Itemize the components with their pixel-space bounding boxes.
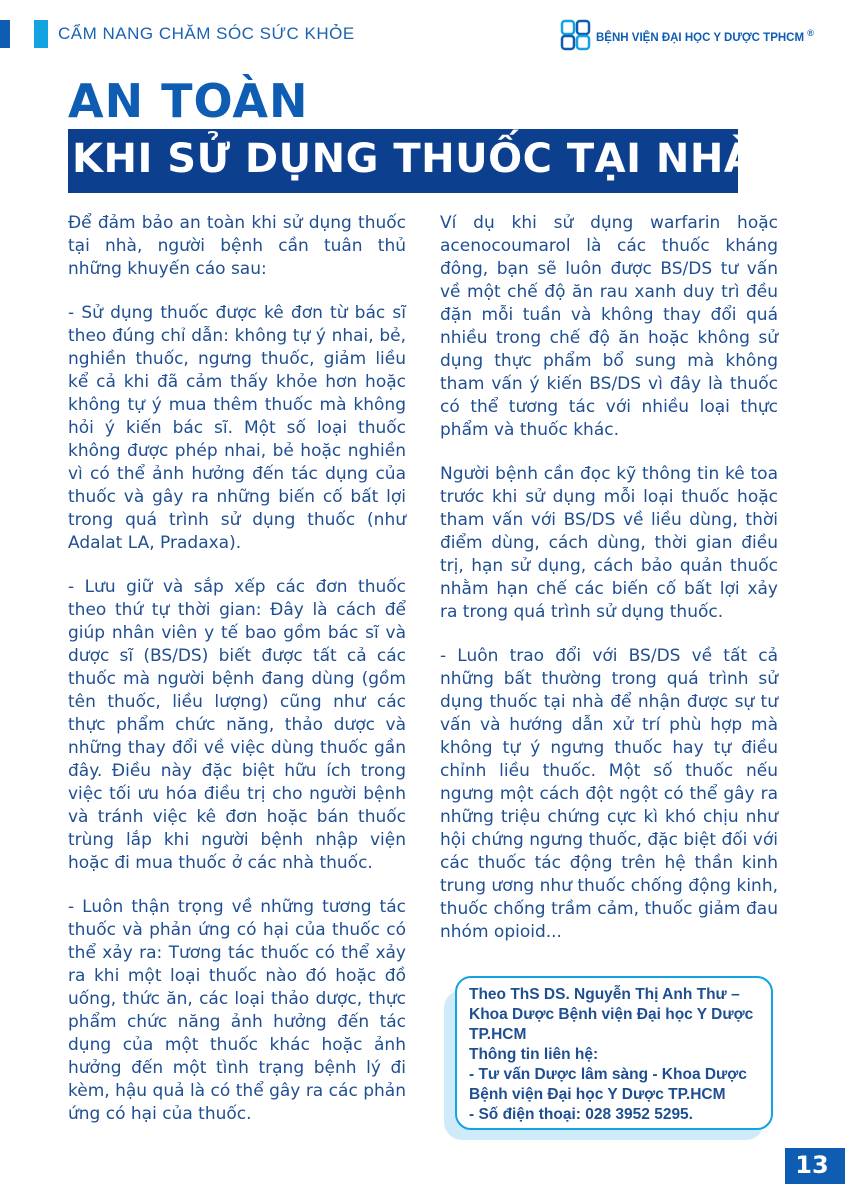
credit-line: Bệnh viện Đại học Y Dược TP.HCM bbox=[469, 1086, 726, 1103]
paragraph: - Luôn trao đổi với BS/DS về tất cả những bất thường trong quá trình sử dụng thuốc tại nhà để nhận được sự tư vấn và hướng dẫn xử trí phù hợp mà không tự ý ngưng thuốc hay tự điều chỉnh liều thuốc. Một số thuốc nếu ngưng một cách đột ngột có thể gây ra những triệu chứng cực kì khó chịu như hội chứng ngưng thuốc, đặc biệt đối với các thuốc tác động trên hệ thần kinh trung ương như thuốc chống động kinh, thuốc chống trầm cảm, thuốc giảm đau nhóm opioid... bbox=[440, 646, 778, 942]
paragraph: Để đảm bảo an toàn khi sử dụng thuốc tại nhà, người bệnh cần tuân thủ những khuyến cáo sau: bbox=[68, 213, 406, 279]
credit-line: - Tư vấn Dược lâm sàng - Khoa Dược bbox=[469, 1066, 747, 1083]
page-title-line2: KHI SỬ DỤNG THUỐC TẠI NHÀ bbox=[72, 136, 756, 182]
section-title: CẨM NANG CHĂM SÓC SỨC KHỎE bbox=[58, 24, 355, 43]
author-credit-box bbox=[455, 976, 773, 1130]
hospital-logo-icon bbox=[560, 19, 592, 51]
paragraph: Người bệnh cần đọc kỹ thông tin kê toa trước khi sử dụng mỗi loại thuốc hoặc tham vấn với BS/DS về liều dùng, thời điểm dùng, cách dùng, thời gian điều trị, hạn sử dụng, cách bảo quản thuốc nhằm hạn chế các biến cố bất lợi xảy ra trong quá trình sử dụng thuốc. bbox=[440, 464, 778, 622]
paragraph: - Sử dụng thuốc được kê đơn từ bác sĩ theo đúng chỉ dẫn: không tự ý nhai, bẻ, nghiền thuốc, ngưng thuốc, giảm liều kể cả khi đã cảm thấy khỏe hơn hoặc không tự ý mua thêm thuốc mà không hỏi ý kiến bác sĩ. Một số loại thuốc không được phép nhai, bẻ hoặc nghiền vì có thể ảnh hưởng đến tác dụng của thuốc và gây ra những biến cố bất lợi trong quá trình sử dụng thuốc (như Adalat LA, Pradaxa). bbox=[68, 303, 406, 553]
header-accent-block bbox=[34, 20, 48, 48]
hospital-name: BỆNH VIỆN ĐẠI HỌC Y DƯỢC TPHCM ® bbox=[596, 28, 814, 44]
credit-line: Khoa Dược Bệnh viện Đại học Y Dược bbox=[469, 1006, 754, 1023]
credit-line: Thông tin liên hệ: bbox=[469, 1046, 599, 1063]
paragraph: - Luôn thận trọng về những tương tác thuốc và phản ứng có hại của thuốc có thể xảy ra: Tương tác thuốc có thể xảy ra khi một loại thuốc nào đó hoặc đồ uống, thức ăn, các loại thảo dược, thực phẩm chức năng ảnh hưởng đến tác dụng của một thuốc khác hoặc ảnh hưởng đến một tình trạng bệnh lý đi kèm, hậu quả là có thể gây ra các phản ứng có hại của thuốc. bbox=[68, 897, 406, 1124]
paragraph: Ví dụ khi sử dụng warfarin hoặc acenocoumarol là các thuốc kháng đông, bạn sẽ luôn được BS/DS tư vấn về một chế độ ăn rau xanh duy trì đều đặn mỗi tuần và không thay đổi quá nhiều trong chế độ ăn hoặc không sử dụng thực phẩm bổ sung mà không tham vấn ý kiến BS/DS vì đây là thuốc có thể tương tác với nhiều loại thực phẩm và thuốc khác. bbox=[440, 213, 778, 440]
left-column bbox=[68, 212, 406, 1147]
page-title-line1: AN TOÀN bbox=[68, 74, 309, 128]
credit-phone: - Số điện thoại: 028 3952 5295. bbox=[469, 1106, 693, 1123]
paragraph: - Lưu giữ và sắp xếp các đơn thuốc theo thứ tự thời gian: Đây là cách để giúp nhân viên y tế bao gồm bác sĩ và dược sĩ (BS/DS) biết được tất cả các thuốc mà người bệnh đang dùng (gồm tên thuốc, liều lượng) cũng như các thực phẩm chức năng, thảo dược và những thay đổi về việc dùng thuốc gần đây. Điều này đặc biệt hữu ích trong việc tối ưu hóa điều trị cho người bệnh và tránh việc kê đơn hoặc bán thuốc trùng lắp khi người bệnh nhập viện hoặc đi mua thuốc ở các nhà thuốc. bbox=[68, 577, 406, 873]
header-accent-bar bbox=[0, 20, 10, 48]
credit-line: TP.HCM bbox=[469, 1026, 527, 1043]
right-column bbox=[440, 212, 778, 965]
page-number: 13 bbox=[795, 1151, 829, 1179]
credit-line: Theo ThS DS. Nguyễn Thị Anh Thư – bbox=[469, 986, 740, 1003]
